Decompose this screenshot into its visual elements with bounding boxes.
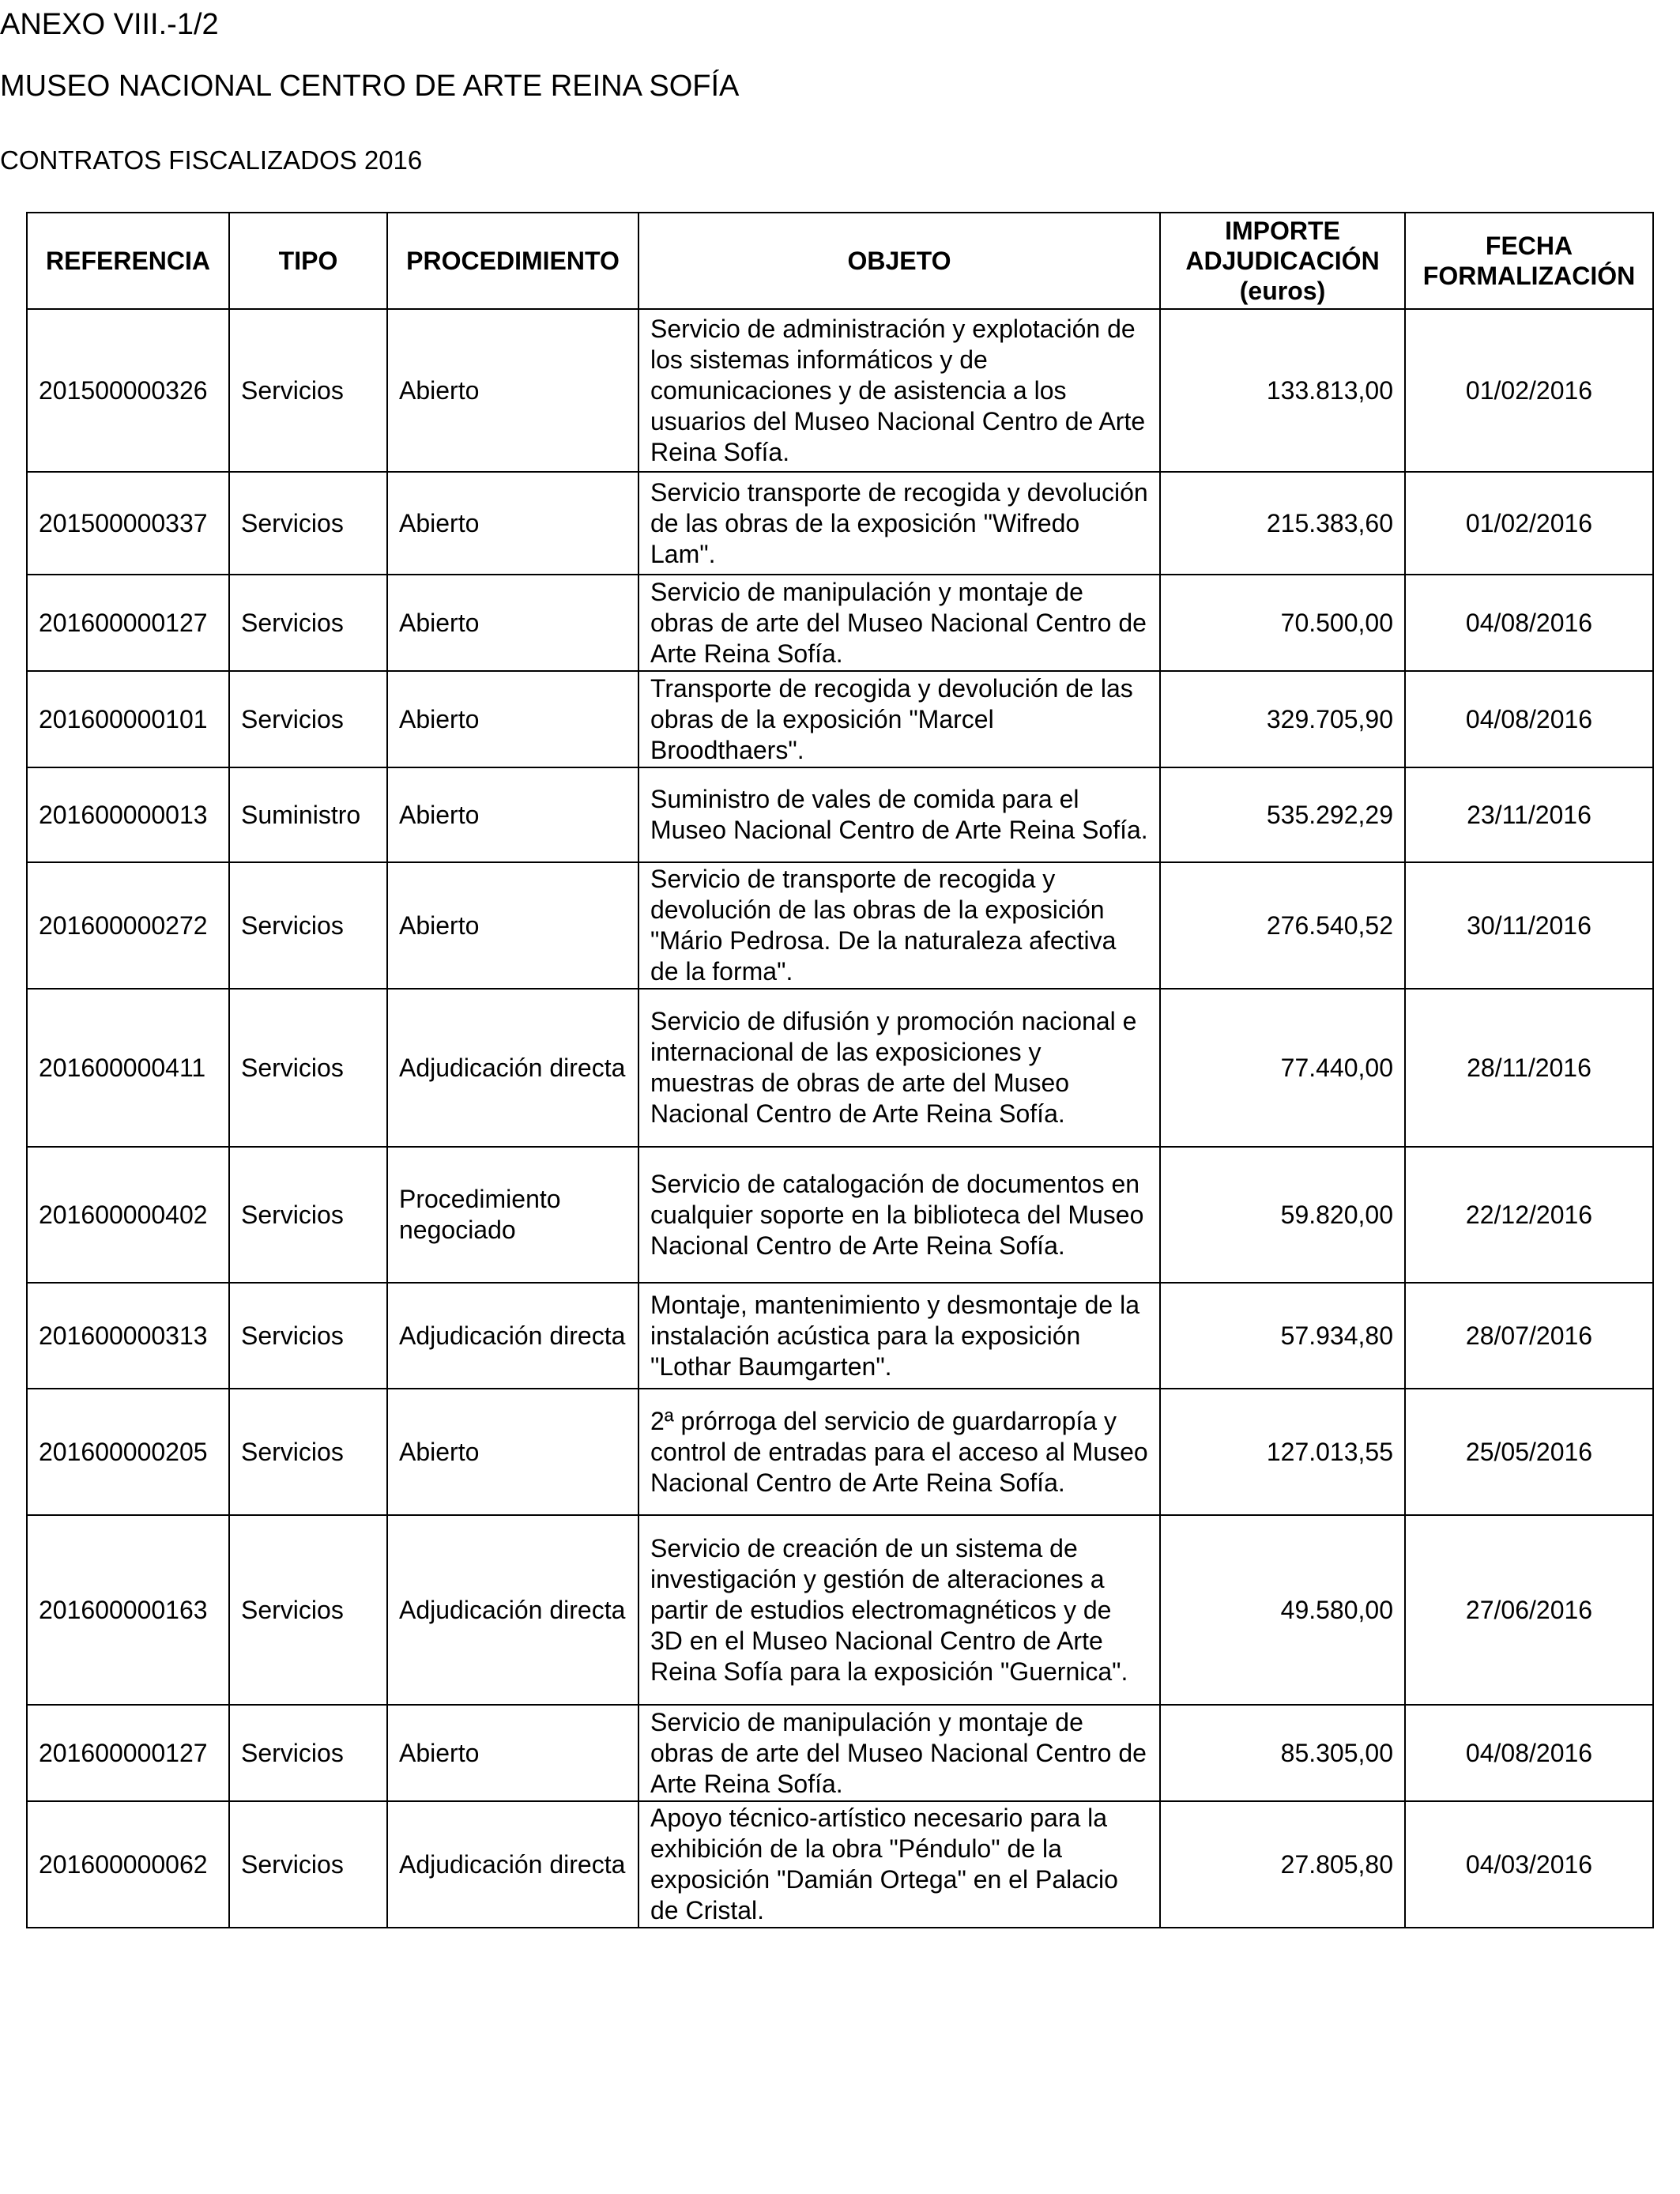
cell-tipo: Servicios [229, 1515, 387, 1705]
cell-procedimiento: Abierto [387, 1389, 638, 1515]
cell-importe: 535.292,29 [1160, 767, 1405, 862]
cell-objeto: Servicio de manipulación y montaje de obras de arte del Museo Nacional Centro de Arte Reina Sofía. [638, 1705, 1160, 1801]
header-referencia: REFERENCIA [27, 213, 229, 309]
cell-importe: 133.813,00 [1160, 309, 1405, 472]
cell-procedimiento: Abierto [387, 472, 638, 575]
cell-referencia: 201600000272 [27, 862, 229, 989]
cell-tipo: Servicios [229, 1705, 387, 1801]
cell-fecha: 25/05/2016 [1405, 1389, 1653, 1515]
cell-tipo: Servicios [229, 989, 387, 1147]
table-row [27, 472, 1653, 575]
cell-referencia: 201600000411 [27, 989, 229, 1147]
cell-fecha: 28/11/2016 [1405, 989, 1653, 1147]
cell-referencia: 201600000163 [27, 1515, 229, 1705]
contracts-table [26, 212, 1654, 1928]
cell-objeto: Servicio de catalogación de documentos en cualquier soporte en la biblioteca del Museo Nacional Centro de Arte Reina Sofía. [638, 1147, 1160, 1283]
cell-tipo: Servicios [229, 1389, 387, 1515]
cell-tipo: Servicios [229, 671, 387, 767]
cell-objeto: Suministro de vales de comida para el Museo Nacional Centro de Arte Reina Sofía. [638, 767, 1160, 862]
cell-objeto: Montaje, mantenimiento y desmontaje de la instalación acústica para la exposición "Lothar Baumgarten". [638, 1283, 1160, 1389]
cell-tipo: Servicios [229, 575, 387, 671]
cell-procedimiento: Abierto [387, 767, 638, 862]
cell-fecha: 28/07/2016 [1405, 1283, 1653, 1389]
page-subtitle: CONTRATOS FISCALIZADOS 2016 [0, 145, 423, 175]
cell-tipo: Servicios [229, 1283, 387, 1389]
cell-objeto: Apoyo técnico-artístico necesario para la exhibición de la obra "Péndulo" de la exposición "Damián Ortega" en el Palacio de Cristal. [638, 1801, 1160, 1928]
cell-procedimiento: Procedimiento negociado [387, 1147, 638, 1283]
cell-importe: 57.934,80 [1160, 1283, 1405, 1389]
cell-referencia: 201600000127 [27, 575, 229, 671]
cell-referencia: 201600000013 [27, 767, 229, 862]
cell-importe: 70.500,00 [1160, 575, 1405, 671]
table-row [27, 671, 1653, 767]
cell-referencia: 201500000337 [27, 472, 229, 575]
table-row [27, 575, 1653, 671]
table-row [27, 1389, 1653, 1515]
cell-importe: 27.805,80 [1160, 1801, 1405, 1928]
table-header-row [27, 213, 1653, 309]
cell-objeto: Servicio de creación de un sistema de investigación y gestión de alteraciones a partir de estudios electromagnéticos y de 3D en el Museo Nacional Centro de Arte Reina Sofía para la exposición "Guernica". [638, 1515, 1160, 1705]
table-row [27, 767, 1653, 862]
cell-objeto: Transporte de recogida y devolución de las obras de la exposición "Marcel Broodthaers". [638, 671, 1160, 767]
header-procedimiento: PROCEDIMIENTO [387, 213, 638, 309]
cell-importe: 127.013,55 [1160, 1389, 1405, 1515]
cell-importe: 49.580,00 [1160, 1515, 1405, 1705]
cell-procedimiento: Adjudicación directa [387, 1801, 638, 1928]
cell-procedimiento: Abierto [387, 671, 638, 767]
table-row [27, 989, 1653, 1147]
cell-tipo: Servicios [229, 309, 387, 472]
cell-referencia: 201500000326 [27, 309, 229, 472]
table-row [27, 862, 1653, 989]
cell-fecha: 27/06/2016 [1405, 1515, 1653, 1705]
institution-title: MUSEO NACIONAL CENTRO DE ARTE REINA SOFÍA [0, 70, 740, 103]
cell-referencia: 201600000205 [27, 1389, 229, 1515]
cell-fecha: 04/03/2016 [1405, 1801, 1653, 1928]
cell-tipo: Suministro [229, 767, 387, 862]
cell-tipo: Servicios [229, 1147, 387, 1283]
cell-objeto: Servicio de manipulación y montaje de obras de arte del Museo Nacional Centro de Arte Reina Sofía. [638, 575, 1160, 671]
cell-fecha: 01/02/2016 [1405, 309, 1653, 472]
cell-referencia: 201600000101 [27, 671, 229, 767]
cell-procedimiento: Abierto [387, 1705, 638, 1801]
cell-objeto: Servicio de transporte de recogida y devolución de las obras de la exposición "Mário Pedrosa. De la naturaleza afectiva de la forma". [638, 862, 1160, 989]
header-objeto: OBJETO [638, 213, 1160, 309]
header-fecha: FECHA FORMALIZACIÓN [1405, 213, 1653, 309]
annex-title: ANEXO VIII.-1/2 [0, 8, 219, 41]
cell-procedimiento: Abierto [387, 309, 638, 472]
header-importe: IMPORTE ADJUDICACIÓN (euros) [1160, 213, 1405, 309]
cell-fecha: 23/11/2016 [1405, 767, 1653, 862]
cell-referencia: 201600000062 [27, 1801, 229, 1928]
cell-fecha: 04/08/2016 [1405, 575, 1653, 671]
cell-importe: 276.540,52 [1160, 862, 1405, 989]
cell-procedimiento: Abierto [387, 862, 638, 989]
table-row [27, 1283, 1653, 1389]
cell-fecha: 01/02/2016 [1405, 472, 1653, 575]
cell-objeto: Servicio de difusión y promoción nacional e internacional de las exposiciones y muestras de obras de arte del Museo Nacional Centro de Arte Reina Sofía. [638, 989, 1160, 1147]
cell-importe: 215.383,60 [1160, 472, 1405, 575]
cell-importe: 85.305,00 [1160, 1705, 1405, 1801]
cell-objeto: 2ª prórroga del servicio de guardarropía y control de entradas para el acceso al Museo Nacional Centro de Arte Reina Sofía. [638, 1389, 1160, 1515]
cell-importe: 329.705,90 [1160, 671, 1405, 767]
table-row [27, 1147, 1653, 1283]
cell-referencia: 201600000402 [27, 1147, 229, 1283]
cell-procedimiento: Adjudicación directa [387, 989, 638, 1147]
cell-fecha: 30/11/2016 [1405, 862, 1653, 989]
table-row [27, 1515, 1653, 1705]
cell-objeto: Servicio de administración y explotación de los sistemas informáticos y de comunicaciones y de asistencia a los usuarios del Museo Nacional Centro de Arte Reina Sofía. [638, 309, 1160, 472]
cell-procedimiento: Adjudicación directa [387, 1515, 638, 1705]
cell-fecha: 04/08/2016 [1405, 1705, 1653, 1801]
table-row [27, 309, 1653, 472]
cell-referencia: 201600000313 [27, 1283, 229, 1389]
cell-procedimiento: Adjudicación directa [387, 1283, 638, 1389]
cell-fecha: 04/08/2016 [1405, 671, 1653, 767]
cell-tipo: Servicios [229, 472, 387, 575]
table-row [27, 1705, 1653, 1801]
cell-referencia: 201600000127 [27, 1705, 229, 1801]
cell-tipo: Servicios [229, 1801, 387, 1928]
cell-objeto: Servicio transporte de recogida y devolución de las obras de la exposición "Wifredo Lam". [638, 472, 1160, 575]
cell-importe: 77.440,00 [1160, 989, 1405, 1147]
cell-procedimiento: Abierto [387, 575, 638, 671]
cell-tipo: Servicios [229, 862, 387, 989]
cell-fecha: 22/12/2016 [1405, 1147, 1653, 1283]
header-tipo: TIPO [229, 213, 387, 309]
cell-importe: 59.820,00 [1160, 1147, 1405, 1283]
table-row [27, 1801, 1653, 1928]
